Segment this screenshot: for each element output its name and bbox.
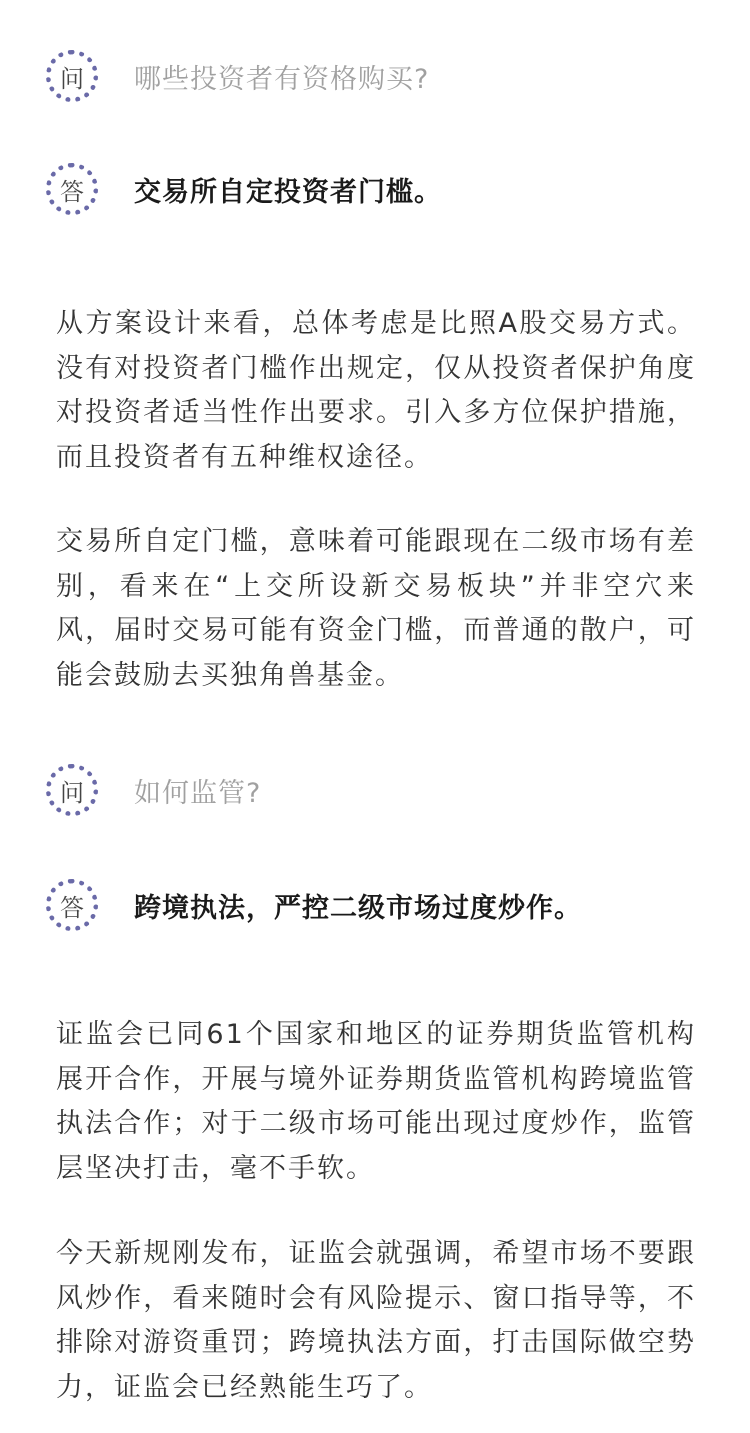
answer-row-2 xyxy=(46,877,582,933)
answer-text-1: 交易所自定投资者门槛。 xyxy=(134,176,442,208)
paragraph-2-1: 证监会已同61个国家和地区的证券期货监管机构展开合作，开展与境外证券期货监管机构跨境监管执法合作；对于二级市场可能出现过度炒作，监管层坚决打击，毫不手软。 xyxy=(56,1019,696,1184)
question-badge-icon: 问 xyxy=(46,764,98,816)
question-text-2: 如何监管? xyxy=(134,777,262,809)
answer-badge-icon: 答 xyxy=(46,879,98,931)
answer-text-2: 跨境执法，严控二级市场过度炒作。 xyxy=(134,892,582,924)
question-text-1: 哪些投资者有资格购买? xyxy=(134,63,430,95)
question-row-2 xyxy=(46,762,261,818)
paragraph-2-2: 今天新规刚发布，证监会就强调，希望市场不要跟风炒作，看来随时会有风险提示、窗口指导等，不排除对游资重罚；跨境执法方面，打击国际做空势力，证监会已经熟能生巧了。 xyxy=(56,1238,696,1403)
answer-badge-icon: 答 xyxy=(46,163,98,215)
paragraph-1-1: 从方案设计来看，总体考虑是比照A股交易方式。没有对投资者门槛作出规定，仅从投资者保护角度对投资者适当性作出要求。引入多方位保护措施，而且投资者有五种维权途径。 xyxy=(56,308,696,473)
question-row-1 xyxy=(46,48,429,104)
question-badge-icon: 问 xyxy=(46,50,98,102)
paragraph-1-2: 交易所自定门槛，意味着可能跟现在二级市场有差别，看来在“上交所设新交易板块”并非空穴来风，届时交易可能有资金门槛，而普通的散户，可能会鼓励去买独角兽基金。 xyxy=(56,526,696,691)
answer-row-1 xyxy=(46,161,442,217)
